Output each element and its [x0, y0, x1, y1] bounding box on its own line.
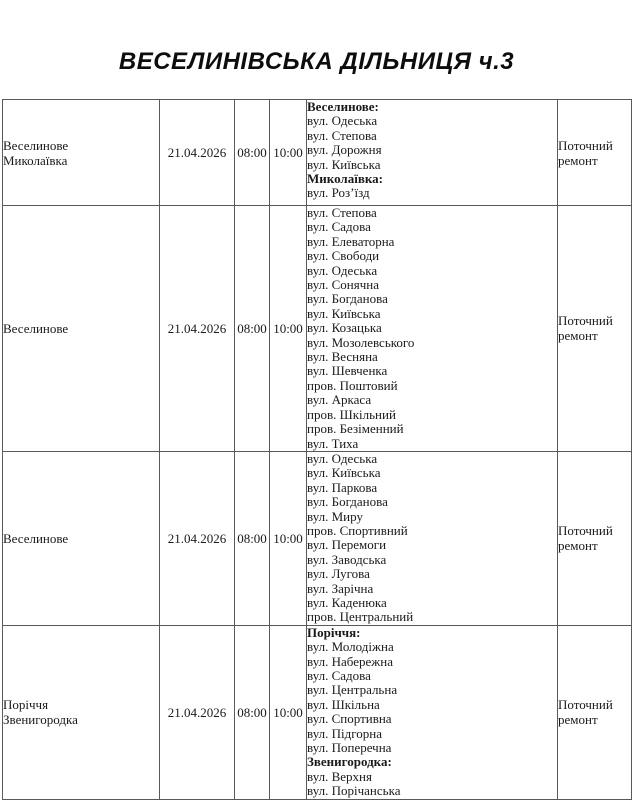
start-time-cell: 08:00 — [235, 625, 270, 799]
schedule-table-body — [3, 100, 632, 800]
location-line: Миколаївка — [3, 152, 68, 168]
street-line: вул. Шевченка — [307, 363, 388, 379]
street-line: пров. Безіменний — [307, 421, 404, 437]
street-line: вул. Богданова — [307, 291, 388, 307]
date-cell: 21.04.2026 — [160, 451, 235, 625]
street-line: вул. Одеська — [307, 451, 378, 466]
street-line: вул. Роз’їзд — [307, 185, 370, 201]
page-title: ВЕСЕЛИНІВСЬКА ДІЛЬНИЦЯ ч.3 — [118, 48, 515, 75]
street-line: вул. Підгорна — [307, 725, 382, 741]
work-type-cell — [558, 100, 632, 206]
table-row — [3, 451, 632, 625]
street-line: вул. Поперечна — [307, 740, 392, 756]
start-time-cell: 08:00 — [235, 206, 270, 452]
date-cell: 21.04.2026 — [160, 100, 235, 206]
table-row — [3, 206, 632, 452]
location-cell — [3, 100, 160, 206]
street-line: вул. Козацька — [307, 320, 382, 336]
street-line: вул. Молодіжна — [307, 639, 394, 655]
street-line: вул. Аркаса — [307, 392, 372, 408]
end-time-cell: 10:00 — [270, 100, 307, 206]
end-time-cell: 10:00 — [270, 625, 307, 799]
street-line: вул. Київська — [307, 305, 381, 321]
settlement-header-line: Поріччя: — [307, 625, 361, 640]
street-line: вул. Тиха — [307, 435, 359, 451]
work-type-cell — [558, 206, 632, 452]
location-line: Веселинове — [3, 137, 69, 153]
street-line: вул. Садова — [307, 668, 371, 683]
street-line: вул. Каденюка — [307, 594, 387, 610]
street-line: вул. Паркова — [307, 479, 378, 495]
streets-cell — [307, 625, 558, 799]
street-line: вул. Весняна — [307, 349, 378, 365]
streets-cell — [307, 206, 558, 452]
street-line: вул. Київська — [307, 465, 381, 481]
street-line: вул. Зарічна — [307, 580, 374, 596]
street-line: вул. Верхня — [307, 768, 372, 784]
street-line: вул. Елеваторна — [307, 233, 395, 249]
street-line: вул. Садова — [307, 219, 371, 235]
street-line: вул. Центральна — [307, 682, 398, 698]
street-line: вул. Перемоги — [307, 537, 387, 553]
settlement-header-line: Звенигородка: — [307, 754, 392, 770]
street-line: вул. Степова — [307, 205, 377, 220]
location-line: Звенигородка — [3, 712, 78, 728]
work-type-cell — [558, 625, 632, 799]
street-line: вул. Одеська — [307, 113, 378, 129]
location-cell — [3, 451, 160, 625]
street-line: вул. Київська — [307, 156, 381, 172]
street-line: вул. Богданова — [307, 494, 388, 510]
street-line: пров. Шкільний — [307, 406, 396, 422]
street-line: вул. Свободи — [307, 248, 380, 264]
location-cell — [3, 625, 160, 799]
street-line: пров. Поштовий — [307, 377, 398, 393]
street-line: вул. Дорожня — [307, 142, 382, 158]
location-line: Поріччя — [3, 697, 49, 713]
table-row — [3, 100, 632, 206]
table-row — [3, 625, 632, 799]
location-cell — [3, 206, 160, 452]
work-type-line: ремонт — [558, 538, 598, 554]
work-type-line: ремонт — [558, 328, 598, 344]
settlement-header-line: Миколаївка: — [307, 171, 383, 187]
end-time-cell: 10:00 — [270, 206, 307, 452]
street-line: вул. Миру — [307, 508, 363, 524]
work-type-line: Поточний — [558, 697, 613, 713]
street-line: вул. Лугова — [307, 566, 370, 582]
start-time-cell: 08:00 — [235, 100, 270, 206]
streets-cell — [307, 100, 558, 206]
work-type-line: Поточний — [558, 313, 613, 329]
end-time-cell: 10:00 — [270, 451, 307, 625]
location-line: Веселинове — [3, 530, 69, 546]
start-time-cell: 08:00 — [235, 451, 270, 625]
street-line: вул. Спортивна — [307, 711, 392, 727]
work-type-line: Поточний — [558, 137, 613, 153]
work-type-line: ремонт — [558, 712, 598, 728]
street-line: вул. Набережна — [307, 653, 393, 669]
date-cell: 21.04.2026 — [160, 625, 235, 799]
street-line: вул. Шкільна — [307, 696, 380, 712]
settlement-header-line: Веселинове: — [307, 99, 379, 114]
street-line: вул. Заводська — [307, 551, 387, 567]
work-type-cell — [558, 451, 632, 625]
location-line: Веселинове — [3, 320, 69, 336]
street-line: вул. Порічанська — [307, 783, 401, 799]
streets-cell — [307, 451, 558, 625]
work-type-line: Поточний — [558, 523, 613, 539]
date-cell: 21.04.2026 — [160, 206, 235, 452]
street-line: вул. Сонячна — [307, 277, 379, 293]
street-line: пров. Спортивний — [307, 522, 408, 538]
street-line: вул. Мозолевського — [307, 334, 415, 350]
work-type-line: ремонт — [558, 152, 598, 168]
street-line: вул. Одеська — [307, 262, 378, 278]
street-line: вул. Степова — [307, 127, 377, 143]
street-line: пров. Центральний — [307, 609, 414, 625]
outage-schedule-table — [2, 99, 632, 800]
